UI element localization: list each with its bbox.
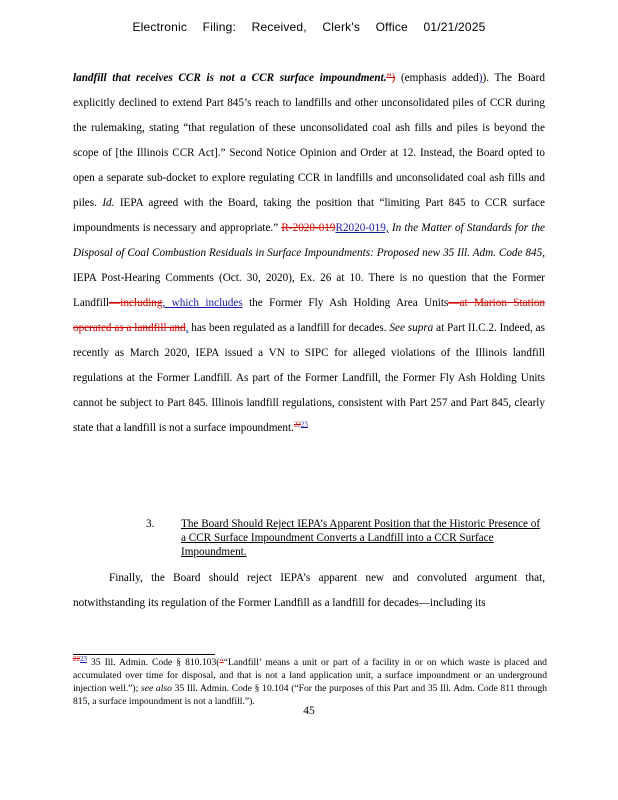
paragraph-text: ). The Board explicitly declined to extend Part 845’s reach to landfills and other unconsolidated piles of CCR during the rulemaking, stating “that regulation of these unconsolidated coal ash fills and piles is beyond the scope of [the Illinois CCR Act].” Second Notice Opinion and Order at 12. Instead, the Board opted to open a separate sub-docket to explore regulating CCR in landfills and unconsolidated coal ash fills and piles. — [73, 72, 546, 209]
footnote-mark-new: 23 — [80, 654, 87, 663]
inserted-docket-number: R2020-019, — [335, 222, 389, 234]
inserted-text: , which includes — [162, 297, 243, 309]
header-filing: Filing: — [202, 20, 237, 34]
paragraph-text: IEPA agreed with the Board, taking the position that “limiting Part 845 to CCR surface impoundments is necessary and appropriate.” — [73, 197, 545, 234]
citation-id: Id. — [102, 197, 115, 209]
footnote — [73, 656, 547, 708]
case-title: In the Matter of Standards for the Disposal of Coal Combustion Residuals in Surface Impoundments: Proposed new 35 Ill. Adm. Code 845 — [73, 222, 546, 259]
header-office: Office — [375, 20, 408, 34]
heading-text: The Board Should Reject IEPA’s Apparent Position that the Historic Presence of a CCR Surface Impoundment Converts a Landfill into a CCR Surface Impoundment. — [181, 518, 541, 558]
quoted-emphasis: landfill that receives CCR is not a CCR surface impoundment. — [73, 72, 387, 84]
page-number: 45 — [303, 705, 315, 717]
footnote-deleted-quote: “ — [219, 657, 224, 668]
deleted-text: —including — [109, 297, 163, 309]
header-received: Received, — [251, 20, 307, 34]
footnote-divider — [73, 654, 215, 655]
inserted-text: , — [185, 322, 189, 334]
body-paragraph-2: Finally, the Board should reject IEPA’s apparent new and convoluted argument that, notwithstanding its regulation of the Former Landfill as a landfill for decades—including its — [73, 572, 545, 609]
deleted-text: ”) — [386, 72, 396, 84]
footnote-ref-new: 23 — [300, 420, 308, 429]
paragraph-text: (emphasis added — [395, 72, 479, 84]
deleted-text: —at Marion Station operated as a landfill and — [73, 297, 546, 334]
see-supra-signal: See supra — [389, 322, 434, 334]
header-electronic: Electronic — [132, 20, 188, 34]
header-date: 01/21/2025 — [423, 20, 486, 34]
footnote-text: “Landfill’ means a unit or part of a facility in or on which waste is placed and accumulated over time for disposal, and that is not a land application unit, a surface impoundment or an underground injection well.”); — [73, 657, 547, 694]
heading-number: 3. — [146, 518, 155, 530]
footnote-ref-old: 22 — [293, 420, 301, 429]
body-paragraph-1 — [73, 66, 545, 441]
paragraph-text: , IEPA Post-Hearing Comments (Oct. 30, 2020), Ex. 26 at 10. There is no question that the Former Landfill — [73, 247, 545, 309]
deleted-docket-number: R-2020-019 — [281, 222, 336, 234]
footnote-mark-old: 22 — [73, 654, 80, 663]
filing-stamp-header — [0, 20, 618, 34]
header-clerks: Clerk's — [322, 20, 361, 34]
paragraph-text: at Part II.C.2. Indeed, as recently as March 2020, IEPA issued a VN to SIPC for alleged violations of the Illinois landfill regulations at the Former Landfill. As part of the Former Landfill, the Former Fly Ash Holding Units cannot be subject to Part 845. Illinois landfill regulations, consistent with Part 257 and Part 845, clearly state that a landfill is not a surface impoundment. — [73, 322, 546, 434]
footnote-text: 35 Ill. Admin. Code § 810.103( — [87, 657, 220, 668]
inserted-text: ) — [478, 72, 483, 84]
see-also-signal: see also — [140, 683, 172, 694]
footnote-text: 35 Ill. Admin. Code § 10.104 (“For the purposes of this Part and 35 Ill. Adm. Code 811 through 815, a surface impoundment is not a landfill.”). — [73, 683, 547, 707]
paragraph-text: has been regulated as a landfill for decades. — [188, 322, 390, 334]
paragraph-text: the Former Fly Ash Holding Area Units — [242, 297, 449, 309]
